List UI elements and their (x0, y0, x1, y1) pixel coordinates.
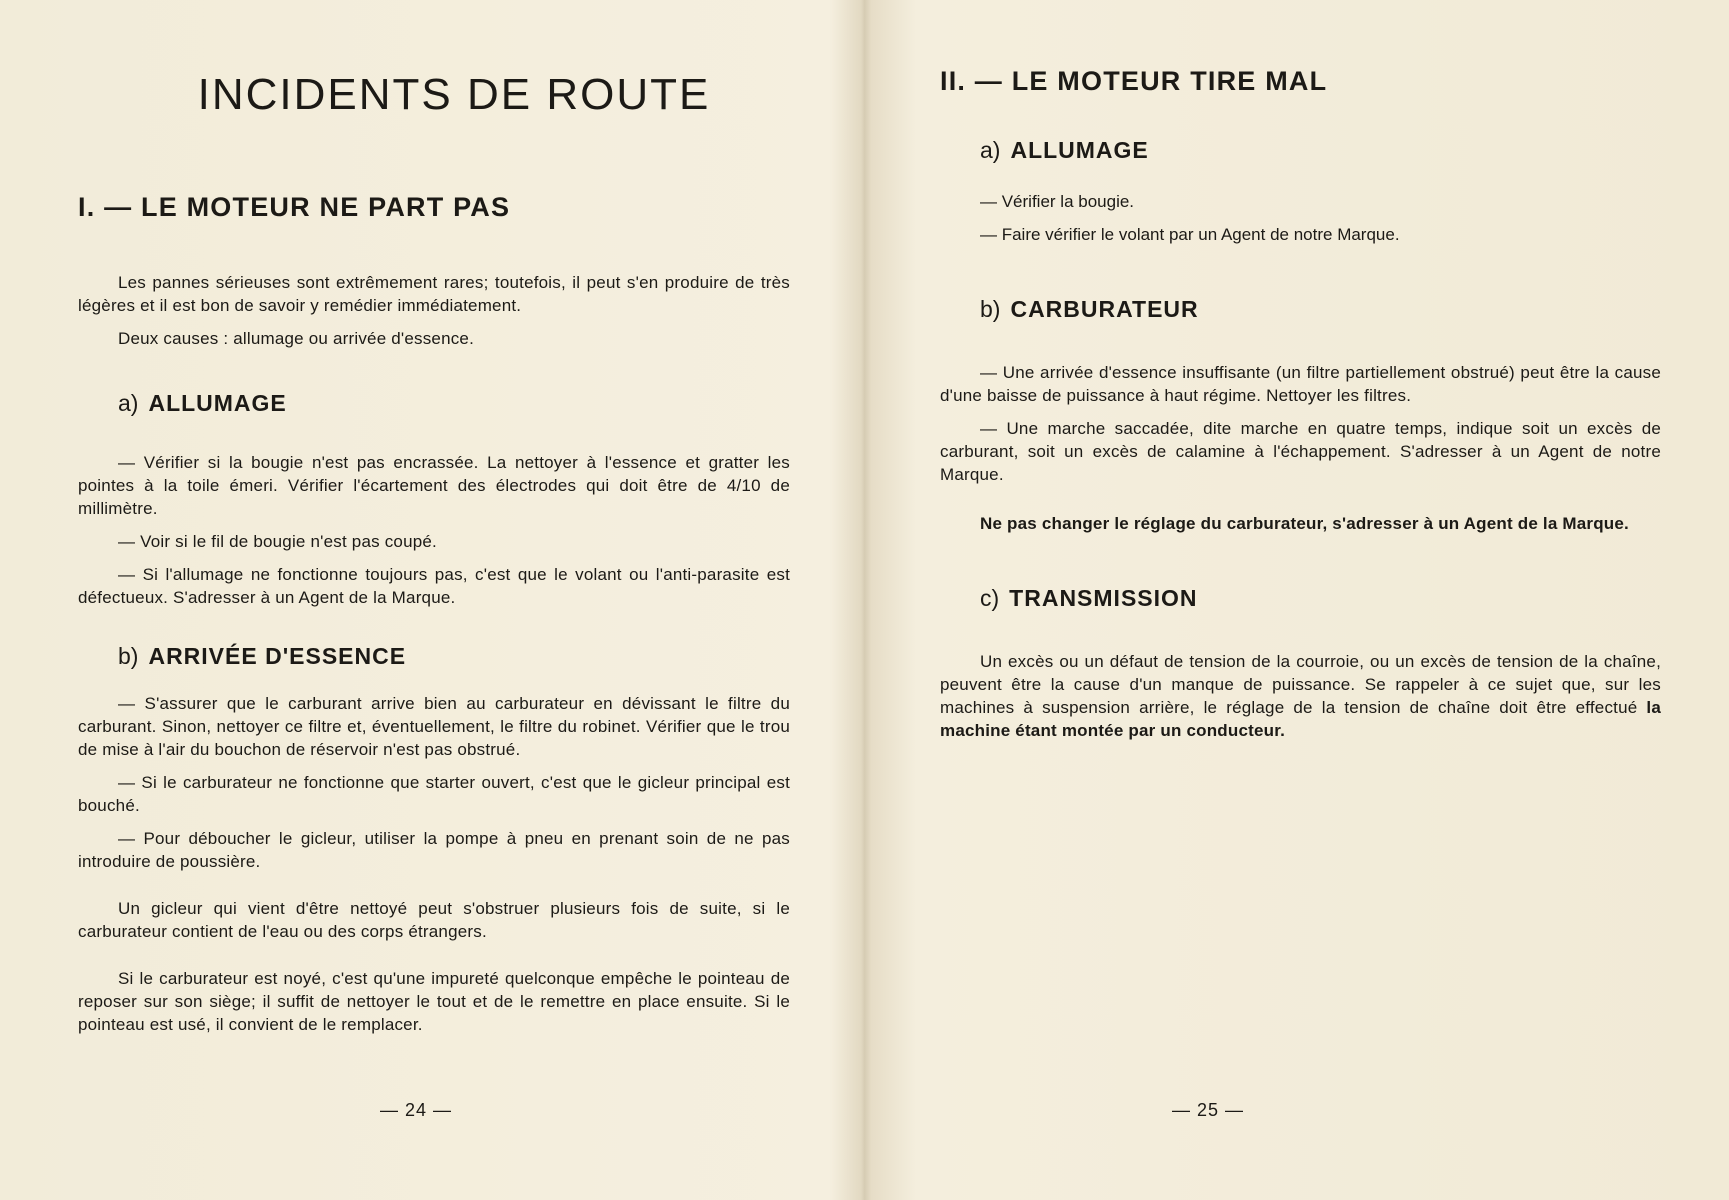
allumage-paragraph-3: — Si l'allumage ne fonctionne toujours pas, c'est que le volant ou l'anti-parasite est défectueux. S'adresser à un Agent de la Marque. (78, 565, 790, 607)
subsection-b-title (78, 643, 790, 670)
allumage-item-1: — Vérifier la bougie. (980, 192, 1135, 211)
section-1-title: I. — LE MOTEUR NE PART PAS (78, 192, 511, 222)
subsection-a-title (940, 137, 1661, 164)
page-25 (866, 0, 1729, 1200)
subsection-name: CARBURATEUR (1010, 296, 1199, 322)
subsection-b-title (940, 296, 1661, 323)
page-24 (0, 0, 860, 1200)
intro-causes: Deux causes : allumage ou arrivée d'essence. (118, 329, 475, 348)
subsection-letter: b) (118, 643, 139, 669)
essence-paragraph-5: Si le carburateur est noyé, c'est qu'une impureté quelconque empêche le pointeau de reposer sur son siège; il suffit de nettoyer le tout et de le remettre en place ensuite. Si le pointeau est usé, il convient de le remplacer. (78, 969, 790, 1034)
carburateur-paragraph-1: — Une arrivée d'essence insuffisante (un filtre partiellement obstrué) peut être la cause d'une baisse de puissance à haut régime. Nettoyer les filtres. (940, 363, 1661, 405)
carburateur-paragraph-2: — Une marche saccadée, dite marche en quatre temps, indique soit un excès de carburant, soit un excès de calamine à l'échappement. S'adresser à un Agent de notre Marque. (940, 419, 1661, 484)
essence-paragraph-1: — S'assurer que le carburant arrive bien au carburateur en dévissant le filtre du carburant. Sinon, nettoyer ce filtre et, éventuellement, le filtre du robinet. Vérifier que le trou de mise à l'air du bouchon de réservoir n'est pas obstrué. (78, 694, 790, 759)
subsection-letter: a) (118, 390, 139, 416)
allumage-paragraph-1: — Vérifier si la bougie n'est pas encrassée. La nettoyer à l'essence et gratter les pointes à la toile émeri. Vérifier l'écartement des électrodes qui doit être de 4/10 de millimètre. (78, 453, 790, 518)
carburateur-warning: Ne pas changer le réglage du carburateur, s'adresser à un Agent de la Marque. (980, 514, 1629, 533)
essence-paragraph-3: — Pour déboucher le gicleur, utiliser la pompe à pneu en prenant soin de ne pas introduire de poussière. (78, 829, 790, 871)
essence-paragraph-2: — Si le carburateur ne fonctionne que starter ouvert, c'est que le gicleur principal est bouché. (78, 773, 790, 815)
page-title: INCIDENTS DE ROUTE (197, 70, 711, 119)
subsection-name: ALLUMAGE (148, 390, 287, 416)
section-2-title: II. — LE MOTEUR TIRE MAL (940, 66, 1328, 96)
subsection-a-title (78, 390, 790, 417)
essence-paragraph-4: Un gicleur qui vient d'être nettoyé peut s'obstruer plusieurs fois de suite, si le carburateur contient de l'eau ou des corps étrangers. (78, 899, 790, 941)
transmission-emphasis: la machine étant montée par un conducteur. (940, 698, 1661, 740)
subsection-name: ARRIVÉE D'ESSENCE (148, 643, 407, 669)
subsection-name: ALLUMAGE (1010, 137, 1149, 163)
allumage-item-2: — Faire vérifier le volant par un Agent de notre Marque. (980, 225, 1400, 244)
allumage-paragraph-2: — Voir si le fil de bougie n'est pas coupé. (118, 532, 437, 551)
subsection-letter: c) (980, 585, 1000, 611)
transmission-paragraph (940, 650, 1661, 742)
intro-paragraph: Les pannes sérieuses sont extrêmement rares; toutefois, il peut s'en produire de très légères et il est bon de savoir y remédier immédiatement. (78, 273, 790, 315)
page-number: — 25 — (1172, 1100, 1245, 1120)
subsection-name: TRANSMISSION (1009, 585, 1198, 611)
subsection-letter: b) (980, 296, 1001, 322)
subsection-letter: a) (980, 137, 1001, 163)
subsection-c-title (940, 585, 1661, 612)
page-number: — 24 — (380, 1100, 453, 1120)
transmission-text: Un excès ou un défaut de tension de la courroie, ou un excès de tension de la chaîne, peuvent être la cause d'un manque de puissance. Se rappeler à ce sujet que, sur les machines à suspension arrière, le réglage de la tension de chaîne doit être effectué (940, 652, 1661, 717)
